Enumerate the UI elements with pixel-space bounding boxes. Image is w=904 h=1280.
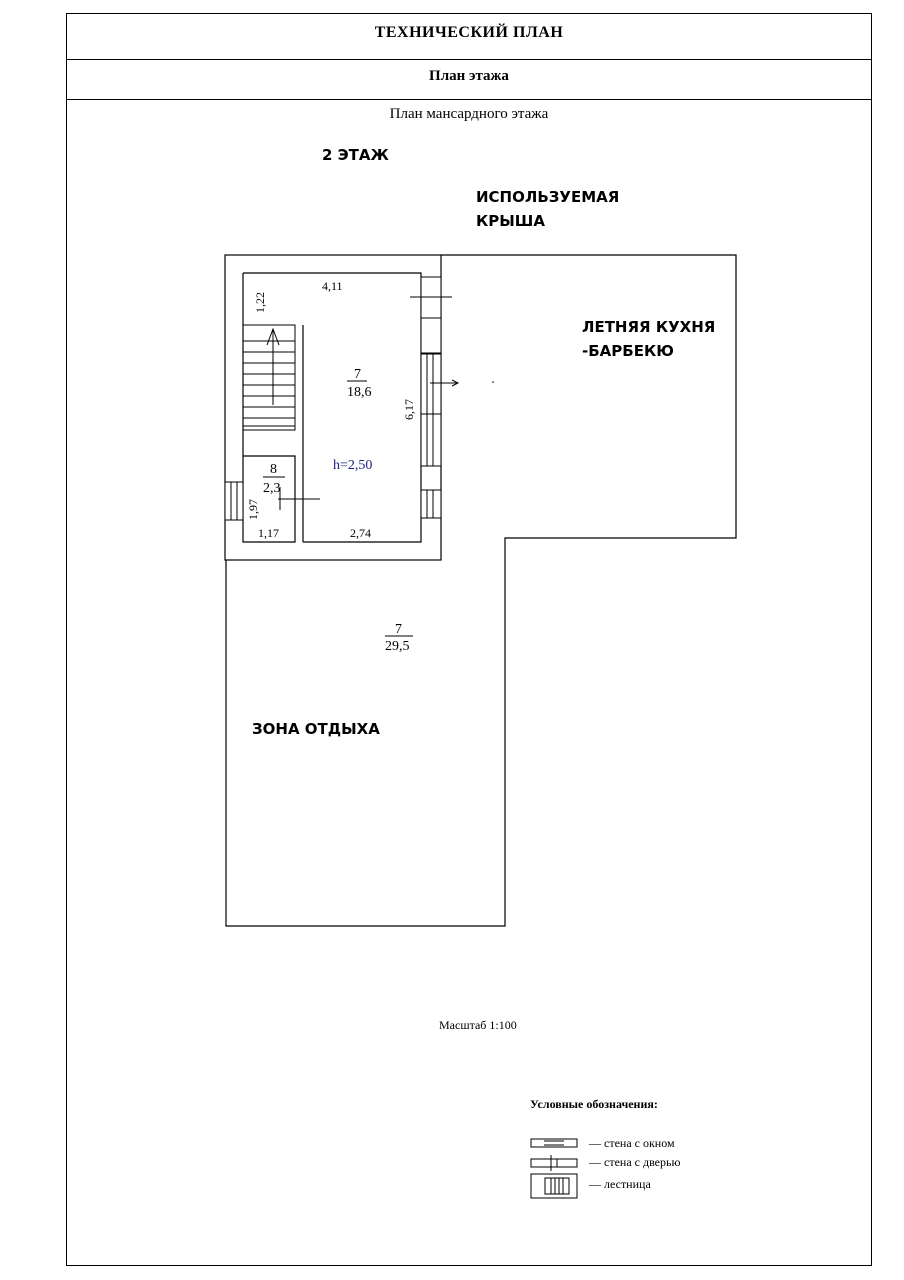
legend-window-label: — стена с окном [589, 1136, 675, 1150]
legend-door-label: — стена с дверью [589, 1155, 681, 1169]
room-height: h=2,50 [333, 458, 373, 473]
rest-zone-label: ЗОНА ОТДЫХА [252, 720, 380, 738]
terrace-area: 29,5 [385, 639, 410, 654]
stairs [243, 325, 295, 430]
window-left-wall [225, 482, 243, 520]
room-7-area: 18,6 [347, 385, 372, 400]
legend-stairs-label: — лестница [589, 1177, 651, 1191]
room-8-area: 2,3 [263, 481, 281, 496]
roof-label-line2: КРЫША [476, 212, 545, 230]
dim-small-height: 1,97 [246, 499, 260, 520]
terrace-number: 7 [395, 622, 402, 637]
window-segment-1 [421, 277, 441, 353]
legend-window-symbol [531, 1139, 577, 1147]
door-segment [421, 354, 441, 414]
legend-door-symbol [531, 1159, 577, 1167]
dim-right-height: 6,17 [402, 399, 416, 420]
kitchen-label-line2: -БАРБЕКЮ [582, 342, 674, 360]
dim-top-width: 4,11 [322, 279, 343, 293]
scale-label: Масштаб 1:100 [439, 1018, 517, 1032]
roof-label-line1: ИСПОЛЬЗУЕМАЯ [476, 188, 620, 206]
window-segment-3 [421, 490, 441, 518]
document-subtitle: План этажа [429, 68, 509, 84]
document-title: ТЕХНИЧЕСКИЙ ПЛАН [374, 24, 564, 41]
plan-name: План мансардного этажа [389, 106, 549, 122]
room-8-number: 8 [270, 462, 277, 477]
dim-stair-height: 1,22 [253, 292, 267, 313]
dim-small-width: 1,17 [258, 526, 279, 540]
floor-label: 2 ЭТАЖ [322, 146, 389, 164]
legend-stairs-inner [545, 1178, 569, 1194]
window-segment-2 [421, 414, 441, 466]
legend-title: Условные обозначения: [530, 1097, 658, 1111]
room-7-number: 7 [354, 367, 361, 382]
plan-dot [492, 381, 494, 383]
dim-bottom-width: 2,74 [350, 526, 371, 540]
kitchen-label-line1: ЛЕТНЯЯ КУХНЯ [582, 318, 716, 336]
